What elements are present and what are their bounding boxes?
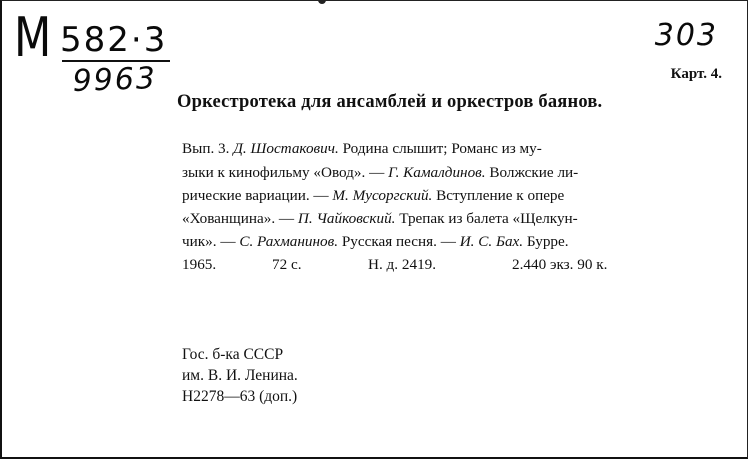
entry-author: П. Чайковский. <box>297 210 396 227</box>
entry-line <box>182 233 569 251</box>
handwritten-code: 582·3 <box>60 20 168 60</box>
entry-text: Бурре. <box>523 233 569 250</box>
library-line: Гос. б-ка СССР <box>182 346 284 363</box>
entry-text: «Хованщина». — <box>182 210 298 227</box>
entry-line <box>182 140 542 158</box>
card-title: Оркестротека для ансамблей и оркестров баянов. <box>177 92 603 112</box>
entry-author: Д. Шостакович. <box>233 140 339 157</box>
entry-author: М. Мусоргский. <box>332 187 433 204</box>
pub-plate-number: Н. д. 2419. <box>368 256 437 273</box>
handwritten-shelfmark-letter: M <box>14 6 52 69</box>
entry-text: Русская песня. — <box>338 233 460 250</box>
entry-text: Родина слышит; Романс из му- <box>338 140 542 157</box>
entry-line <box>182 210 578 228</box>
pub-pages: 72 с. <box>272 256 302 273</box>
entry-text: Трепак из балета «Щелкун- <box>395 210 578 227</box>
entry-text: Вып. 3. <box>182 140 234 157</box>
entry-text: зыки к кинофильму «Овод». — <box>182 164 389 181</box>
handwritten-number: 9963 <box>72 61 158 99</box>
library-stamp <box>182 344 298 407</box>
library-line: им. В. И. Ленина. <box>182 367 298 384</box>
handwritten-corner-number: 303 <box>654 18 718 53</box>
entry-author: С. Рахманинов. <box>239 233 339 250</box>
publication-stats <box>182 256 607 274</box>
entry-text: Вступление к опере <box>432 187 565 204</box>
entry-text: рические вариации. — <box>182 187 333 204</box>
entry-text: чик». — <box>182 233 240 250</box>
entry-author: И. С. Бах. <box>459 233 524 250</box>
library-line: Н2278—63 (доп.) <box>182 388 298 405</box>
card-number-label: Карт. 4. <box>670 66 722 82</box>
entry-author: Г. Камалдинов. <box>388 164 486 181</box>
pub-year: 1965. <box>182 256 217 273</box>
pub-copies-price: 2.440 экз. 90 к. <box>512 256 608 273</box>
entry-line <box>182 187 564 205</box>
entry-text: Волжские ли- <box>485 164 579 181</box>
entry-line <box>182 164 578 182</box>
